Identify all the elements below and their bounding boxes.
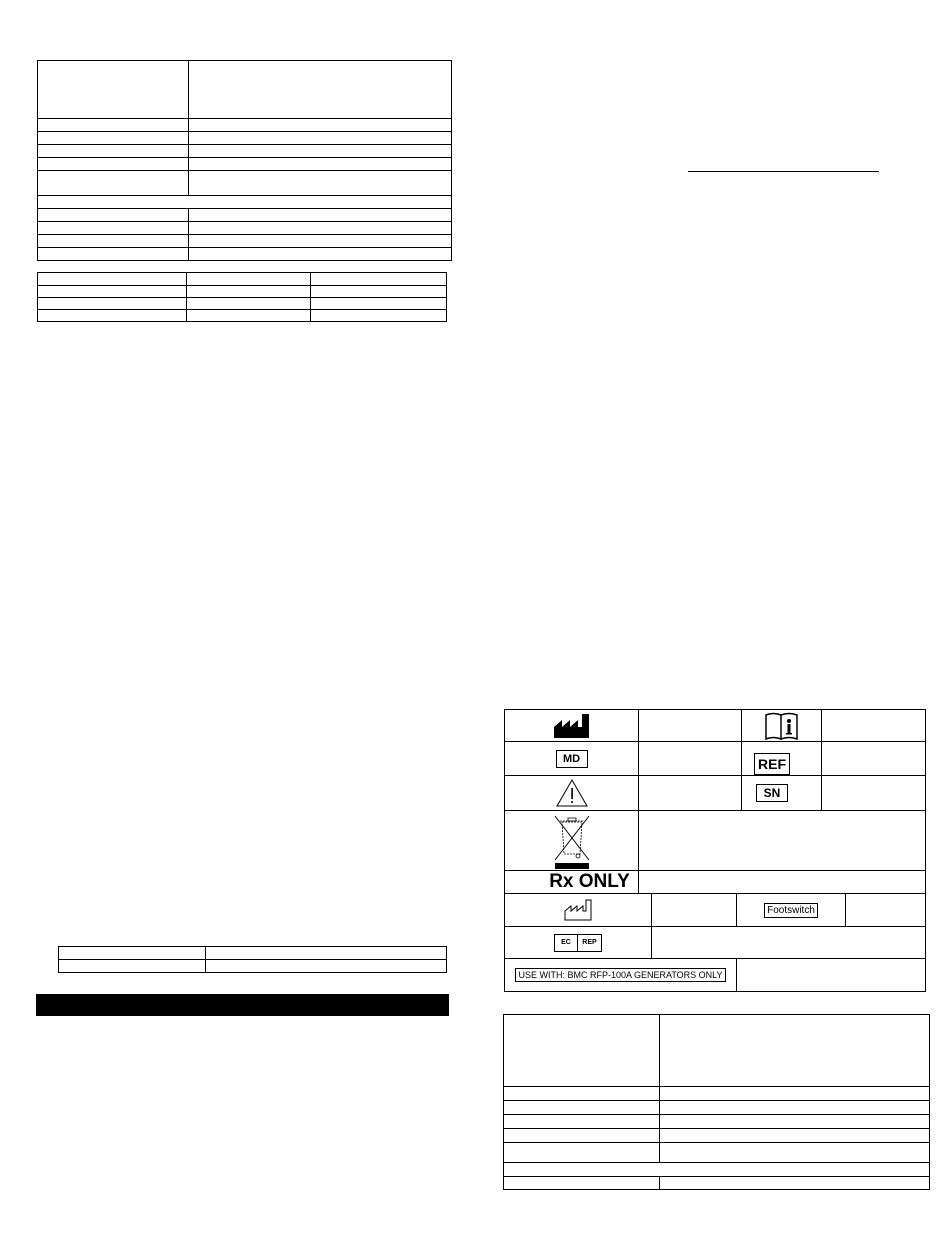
- table-row: [504, 1115, 930, 1129]
- sn-desc-cell: [822, 776, 925, 810]
- left-spec-table: [37, 60, 452, 261]
- table-row: [38, 248, 452, 261]
- table-row: [504, 1177, 930, 1190]
- table-row: [504, 1163, 930, 1177]
- table-row: [38, 298, 447, 310]
- ec-rep-desc-cell: [652, 927, 925, 958]
- table-row: [38, 273, 447, 286]
- table-row: [504, 1015, 930, 1087]
- weee-desc-cell: [639, 811, 925, 870]
- table-row: [59, 960, 447, 973]
- ec-rep-symbol: [554, 934, 602, 952]
- manufacture-date-cell: [505, 894, 652, 926]
- right-spec-table: [503, 1014, 930, 1190]
- signature-line: [688, 171, 879, 172]
- table-row: [38, 158, 452, 171]
- footswitch-symbol: Footswitch: [764, 903, 818, 918]
- table-row: [38, 61, 452, 119]
- manufacturer-cell: [505, 710, 639, 741]
- symbol-row-5: [505, 871, 925, 894]
- sn-cell: [742, 776, 822, 810]
- use-with-desc-cell: [737, 959, 925, 991]
- symbol-row-8: [505, 959, 925, 991]
- manufacturer-icon: [552, 713, 592, 739]
- md-desc-cell: [639, 742, 742, 775]
- md-cell: [505, 742, 639, 775]
- use-with-cell: [505, 959, 737, 991]
- warning-desc-cell: [639, 776, 742, 810]
- ec-label: EC: [555, 935, 578, 951]
- factory-icon: [563, 898, 593, 922]
- ref-symbol: REF: [754, 753, 790, 775]
- ref-desc-cell: [822, 742, 925, 775]
- table-row: [38, 286, 447, 298]
- rx-desc-cell: [639, 871, 925, 893]
- table-row: [504, 1087, 930, 1101]
- table-row: [59, 947, 447, 960]
- warning-triangle-icon: [555, 778, 589, 808]
- table-row: [38, 209, 452, 222]
- rx-cell: [505, 871, 639, 893]
- table-row: [38, 235, 452, 248]
- table-row: [38, 132, 452, 145]
- left-two-col-table: [58, 946, 447, 973]
- symbol-row-3: [505, 776, 925, 811]
- ifu-desc-cell: [822, 710, 925, 741]
- left-three-col-table: [37, 272, 447, 322]
- weee-cell: [505, 811, 639, 870]
- use-with-symbol: USE WITH: BMC RFP-100A GENERATORS ONLY: [515, 968, 725, 982]
- table-row: [38, 119, 452, 132]
- rx-only-symbol: Rx ONLY: [549, 871, 630, 892]
- crossed-bin-icon: [550, 812, 594, 870]
- table-row: [38, 310, 447, 322]
- table-row: [504, 1143, 930, 1163]
- table-row: [504, 1129, 930, 1143]
- ref-cell: [742, 742, 822, 775]
- manufacturer-desc-cell: [639, 710, 742, 741]
- symbol-row-1: [505, 710, 925, 742]
- symbol-row-4: [505, 811, 925, 871]
- table-row: [38, 222, 452, 235]
- manufacture-date-desc-cell: [652, 894, 737, 926]
- warning-cell: [505, 776, 639, 810]
- rep-label: REP: [582, 939, 597, 946]
- sn-symbol: SN: [756, 784, 788, 802]
- md-symbol: MD: [556, 750, 588, 768]
- table-row: [38, 196, 452, 209]
- consult-instructions-icon: [763, 712, 801, 740]
- table-row: [38, 145, 452, 158]
- footswitch-desc-cell: [846, 894, 925, 926]
- symbol-row-2: [505, 742, 925, 776]
- symbol-row-7: [505, 927, 925, 959]
- symbol-row-6: [505, 894, 925, 927]
- table-row: [504, 1101, 930, 1115]
- ec-rep-cell: [505, 927, 652, 958]
- footswitch-cell: [737, 894, 846, 926]
- table-row: [38, 171, 452, 196]
- section-header-bar: [36, 994, 449, 1016]
- symbols-table: [504, 709, 926, 992]
- ifu-cell: [742, 710, 822, 741]
